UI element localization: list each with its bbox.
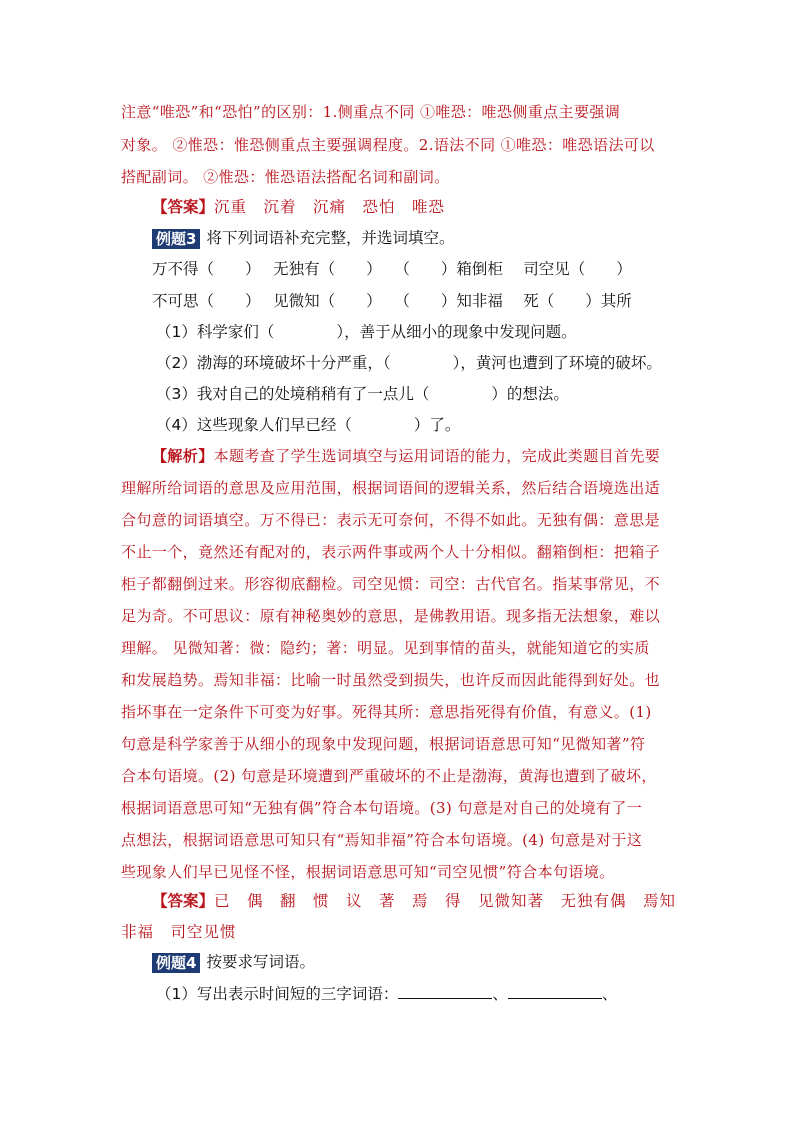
analysis-line-2: 理解所给词语的意思及应用范围，根据词语间的逻辑关系，然后结合语境选出适 [121,479,661,497]
question-1 [156,984,617,1004]
analysis-line-8: 和发展趋势。焉知非福：比喻一时虽然受到损失，也许反而因此能得到好处。也 [121,671,661,689]
answer-blank-1[interactable] [398,984,492,999]
analysis-text: 本题考查了学生选词填空与运用词语的能力，完成此类题目首先要 [213,447,661,465]
analysis-line-7: 理解。 见微知著：微：隐约；著：明显。见到事情的苗头，就能知道它的实质 [121,639,650,657]
example-instruction: 按要求写词语。 [206,953,315,971]
word-row-2: 不可思（ ） 见微知（ ） （ ）知非福 死（ ）其所 [152,292,632,310]
answer-blank-2[interactable] [508,984,602,999]
answer-3-line-2: 非福 司空见惯 [121,923,237,941]
analysis-line-12: 根据词语意思可知“无独有偶”符合本句语境。(3) 句意是对自己的处境有了一 [121,799,643,817]
sentence-3: （3）我对自己的处境稍稍有了一点儿（ ）的想法。 [156,385,569,403]
analysis-line-11: 合本句语境。(2) 句意是环境遭到严重破坏的不止是渤海，黄海也遭到了破坏， [121,767,657,785]
question-text: （1）写出表示时间短的三字词语： [156,985,399,1003]
analysis-line-13: 点想法，根据词语意思可知只有“焉知非福”符合本句语境。(4) 句意是对于这 [121,831,643,849]
analysis-line-9: 指坏事在一定条件下可变为好事。死得其所：意思指死得有价值，有意义。(1) [121,703,652,721]
analysis-label: 【解析】 [152,447,214,465]
example-3-header [152,228,454,249]
analysis-line-3: 合句意的词语填空。万不得已：表示无可奈何，不得不如此。无独有偶：意思是 [121,511,661,529]
sentence-2: （2）渤海的环境破坏十分严重，（ ），黄河也遭到了环境的破坏。 [156,354,662,372]
analysis-line-6: 足为奇。不可思议：原有神秘奥妙的意思，是佛教用语。现多指无法想象，难以 [121,607,661,625]
separator: 、 [601,985,618,1003]
example-4-header [152,952,315,973]
analysis-line-4: 不止一个，竟然还有配对的，表示两件事或两个人十分相似。翻箱倒柜：把箱子 [121,543,661,561]
separator: 、 [492,985,508,1003]
analysis-line-5: 柜子都翻倒过来。形容彻底翻检。司空见惯：司空：古代官名。指某事常见，不 [121,575,661,593]
example-instruction: 将下列词语补充完整，并选词填空。 [206,229,455,247]
analysis-line-10: 句意是科学家善于从细小的现象中发现问题，根据词语意思可知“见微知著”符 [121,735,646,753]
analysis-line-1 [152,446,660,466]
example-tag: 例题4 [152,953,200,973]
prev-explanation-line-1: 注意“唯恐”和“恐怕”的区别：1.侧重点不同 ①唯恐：唯恐侧重点主要强调 [121,103,621,121]
analysis-line-14: 些现象人们早已见怪不怪，根据词语意思可知“司空见惯”符合本句语境。 [121,863,615,881]
prev-explanation-line-3: 搭配副词。 ②惟恐：惟恐语法搭配名词和副词。 [121,168,450,186]
prev-explanation-line-2: 对象。 ②惟恐：惟恐侧重点主要强调程度。2.语法不同 ①唯恐：唯恐语法可以 [121,136,655,154]
answer-2 [152,197,445,217]
answer-3-line-1 [152,891,676,911]
answer-label: 【答案】 [152,197,215,216]
answer-label: 【答案】 [152,891,215,910]
answer-text: 已 偶 翻 惯 议 著 焉 得 见微知著 无独有偶 焉知 [214,892,677,910]
sentence-4: （4）这些现象人们早已经（ ）了。 [156,416,461,434]
answer-text: 沉重 沉着 沉痛 恐怕 唯恐 [214,198,446,216]
sentence-1: （1）科学家们（ ），善于从细小的现象中发现问题。 [156,323,577,341]
word-row-1: 万不得（ ） 无独有（ ） （ ）箱倒柜 司空见（ ） [152,260,632,278]
example-tag: 例题3 [152,229,200,249]
